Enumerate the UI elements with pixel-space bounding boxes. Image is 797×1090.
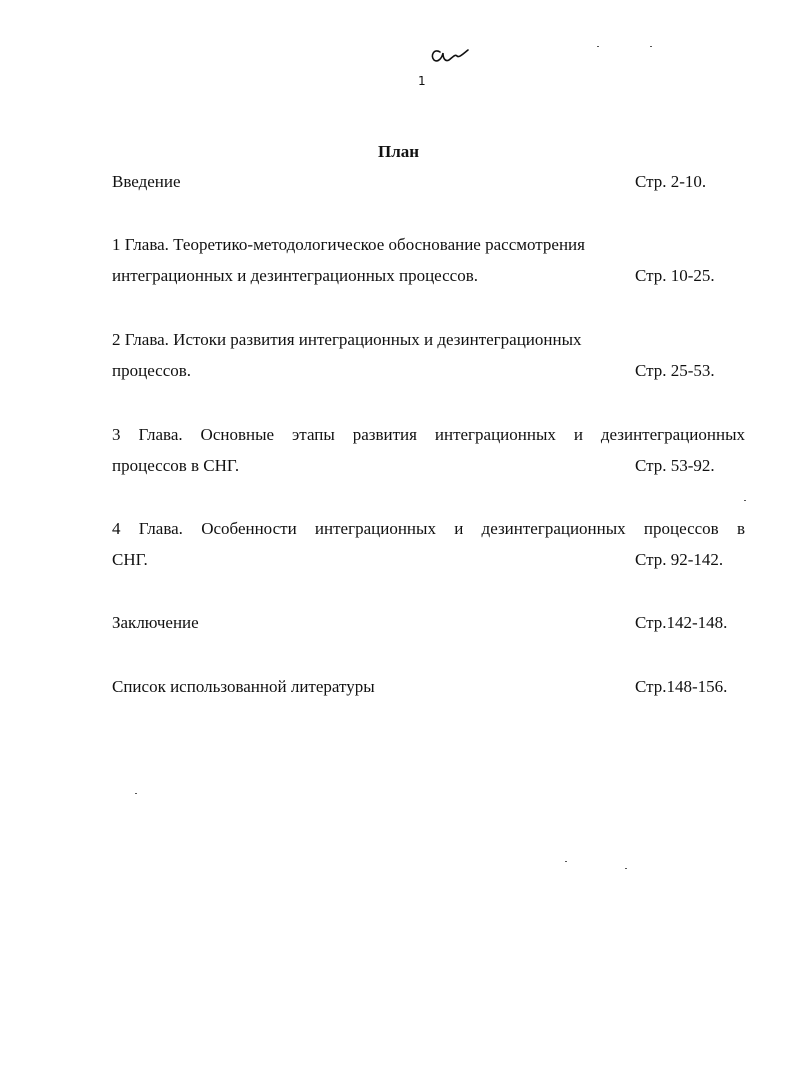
- scan-speck: [135, 793, 137, 794]
- toc-intro-label: Введение: [112, 172, 181, 191]
- scan-speck: [597, 46, 599, 47]
- toc-chapter-4-pages: Стр. 92-142.: [635, 550, 724, 569]
- handwritten-mark: [428, 42, 472, 66]
- scan-speck: [625, 868, 627, 869]
- toc-chapter-3-line-1: 3 Глава. Основные этапы развития интеграционных и дезинтеграционных: [112, 425, 745, 444]
- toc-chapter-2-line-1: 2 Глава. Истоки развития интеграционных и дезинтеграционных: [112, 330, 582, 349]
- scan-speck: [650, 46, 652, 47]
- toc-bibliography-label: Список использованной литературы: [112, 677, 375, 696]
- page-number: 1: [418, 74, 426, 88]
- page-title: План: [377, 142, 420, 161]
- toc-intro-pages: Стр. 2-10.: [635, 172, 707, 191]
- toc-chapter-2-pages: Стр. 25-53.: [635, 361, 715, 380]
- toc-chapter-1-pages: Стр. 10-25.: [635, 266, 715, 285]
- scan-speck: [565, 861, 567, 862]
- scan-speck: [744, 500, 746, 501]
- toc-chapter-4-line-1: 4 Глава. Особенности интеграционных и дезинтеграционных процессов в: [112, 519, 745, 538]
- toc-chapter-4-line-2: СНГ.: [112, 550, 148, 569]
- toc-chapter-1-line-2: интеграционных и дезинтеграционных процессов.: [112, 266, 478, 285]
- toc-bibliography-pages: Стр.148-156.: [635, 677, 728, 696]
- toc-chapter-1-line-1: 1 Глава. Теоретико-методологическое обоснование рассмотрения: [112, 235, 585, 254]
- toc-conclusion-label: Заключение: [112, 613, 199, 632]
- toc-conclusion-pages: Стр.142-148.: [635, 613, 728, 632]
- toc-chapter-3-pages: Стр. 53-92.: [635, 456, 715, 475]
- toc-chapter-3-line-2: процессов в СНГ.: [112, 456, 240, 475]
- toc-chapter-2-line-2: процессов.: [112, 361, 192, 380]
